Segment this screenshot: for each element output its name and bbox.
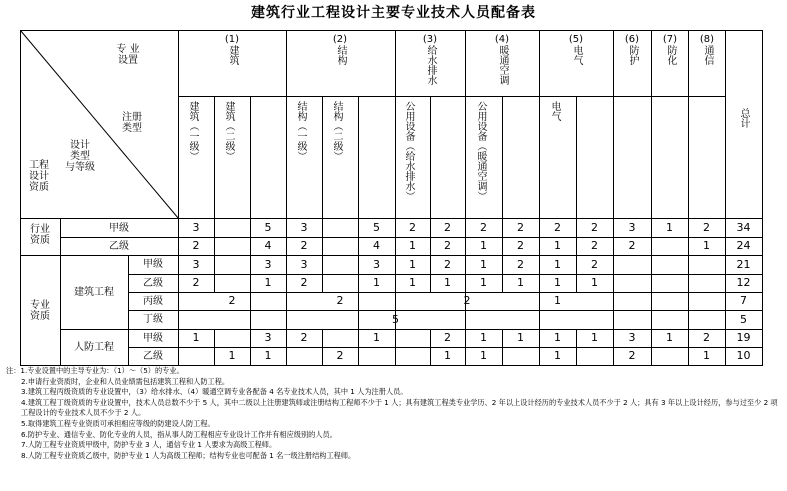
note-6: 6.防护专业、通信专业、防化专业的人员，指从事人防工程相应专业设计工作并有相应级别的人员。 — [21, 429, 337, 439]
subcol-jiegou-2: 结构（二级） — [331, 101, 342, 161]
table-cell: 2 — [703, 220, 710, 234]
subcol-dianqi: 电气 — [549, 101, 560, 121]
row-label-zhuanye-zizhi: 专业 资质 — [30, 300, 50, 322]
header-sheji-leixing: 设计 类型 与等级 — [65, 140, 95, 173]
subcol-jianzhu-1: 建筑（一级） — [187, 101, 198, 161]
table-cell: 1 — [591, 276, 598, 289]
subcol-jianzhu-2: 建筑（二级） — [223, 101, 234, 161]
table-cell: 2 — [192, 239, 200, 252]
table-cell-total: 10 — [736, 349, 751, 362]
table-cell: 2 — [517, 220, 524, 234]
table-cell: 1 — [264, 276, 272, 289]
table-cell: 1 — [554, 239, 561, 252]
table-cell: 5 — [392, 312, 399, 326]
table-cell-total: 21 — [736, 257, 751, 271]
row-label-jz-bing: 丙级 — [143, 296, 163, 307]
table-cell-total: 5 — [740, 312, 747, 326]
table-cell: 1 — [554, 331, 561, 344]
table-cell: 2 — [591, 239, 598, 252]
row-label-jz-jia: 甲级 — [143, 259, 163, 270]
table-cell: 1 — [480, 257, 487, 271]
header-zhuanye-shezhi: 专 业 设置 — [116, 44, 140, 66]
table-cell: 2 — [300, 276, 308, 289]
table-cell: 2 — [591, 257, 598, 271]
subcol-gongyong-geishui: 公用设备（给水排水） — [403, 101, 414, 201]
table-cell: 3 — [192, 257, 200, 271]
table-cell: 4 — [373, 239, 380, 252]
table-cell: 2 — [463, 294, 471, 307]
row-label-rf-yi: 乙级 — [143, 351, 163, 362]
table-cell: 1 — [480, 239, 487, 252]
table-cell: 2 — [703, 331, 710, 344]
table-cell: 1 — [554, 349, 561, 362]
table-cell: 1 — [228, 349, 236, 362]
row-label-hangye-yi: 乙级 — [109, 241, 129, 252]
table-cell: 2 — [192, 276, 200, 289]
table-cell-total: 12 — [736, 276, 751, 289]
table-cell: 3 — [300, 220, 308, 234]
note-7: 7.人防工程专业资质甲级中，防护专业 3 人，通信专业 1 人要求为高级工程师。 — [21, 440, 277, 450]
table-cell: 1 — [480, 331, 487, 344]
subcol-gongyong-nuantong: 公用设备（暖通空调） — [475, 101, 486, 201]
header-total: 总计 — [738, 108, 749, 128]
table-cell: 1 — [480, 276, 487, 289]
table-cell: 2 — [228, 294, 236, 307]
table-cell: 1 — [554, 257, 561, 271]
table-cell: 3 — [264, 257, 272, 271]
note-4: 4.建筑工程丁级资质的专业设置中，技术人员总数不少于 5 人，其中二级以上注册建筑师或注册结构工程师不少于 1 人；具有建筑工程类专业学历、2 年以上设计经历的专业技术人员不少于 2 人；具有 3 年以上设计经历，参与过至少 2 项工程设计的专业技术人员不少于 2 人。 — [21, 397, 778, 418]
row-label-hangye-jia: 甲级 — [109, 223, 129, 234]
note-5: 5.取得建筑工程专业资质可承担相应等级的防建设人防工程。 — [21, 418, 215, 428]
table-cell: 1 — [264, 349, 272, 362]
table-cell: 1 — [444, 276, 451, 289]
table-cell: 2 — [300, 331, 308, 344]
table-cell: 2 — [480, 220, 487, 234]
table-cell: 3 — [192, 220, 200, 234]
table-cell: 2 — [444, 220, 451, 234]
table-cell: 1 — [409, 239, 416, 252]
table-cell: 2 — [444, 239, 451, 252]
note-8: 8.人防工程专业资质乙级中，防护专业 1 人为高级工程师；结构专业也可配备 1 名一级注册结构工程师。 — [21, 450, 356, 460]
table-cell: 1 — [703, 239, 710, 252]
table-cell: 3 — [264, 331, 272, 344]
table-cell-total: 34 — [736, 220, 751, 234]
table-cell: 1 — [517, 331, 524, 344]
page-title: 建筑行业工程设计主要专业技术人员配备表 — [251, 5, 536, 21]
table-cell: 5 — [373, 220, 380, 234]
table-cell: 1 — [517, 276, 524, 289]
subcol-jiegou-1: 结构（一级） — [295, 101, 306, 161]
row-label-jianzhu-gongcheng: 建筑工程 — [74, 287, 114, 298]
table-cell-total: 7 — [740, 294, 747, 307]
table-cell: 1 — [409, 276, 416, 289]
table-cell: 2 — [517, 239, 524, 252]
table-cell: 2 — [336, 294, 344, 307]
table-cell: 1 — [666, 220, 673, 234]
table-cell: 1 — [444, 349, 451, 362]
table-cell: 5 — [264, 220, 272, 234]
table-cell: 1 — [666, 331, 673, 344]
table-cell: 3 — [373, 257, 380, 271]
header-gongcheng-sheji-zizhi: 工程 设计 资质 — [29, 160, 49, 193]
table-cell: 1 — [554, 294, 561, 307]
row-label-rf-jia: 甲级 — [143, 333, 163, 344]
table-cell: 2 — [517, 257, 524, 271]
table-cell-total: 24 — [736, 239, 751, 252]
table-cell: 2 — [591, 220, 598, 234]
table-cell: 4 — [264, 239, 272, 252]
table-cell: 3 — [300, 257, 308, 271]
table-cell: 2 — [409, 220, 416, 234]
table-cell: 1 — [409, 257, 416, 271]
row-label-jz-ding: 丁级 — [143, 314, 163, 325]
note-1: 注：1.专业设置中的主导专业为：（1）～（5）的专业。 — [6, 366, 184, 375]
notes — [6, 366, 781, 461]
table-cell: 2 — [628, 349, 636, 362]
header-zhuce-leixing: 注册 类型 — [122, 112, 142, 134]
table-cell: 2 — [444, 257, 451, 271]
table-cell: 1 — [192, 331, 200, 344]
table-cell: 1 — [591, 331, 598, 344]
row-label-hangye-zizhi: 行业 资质 — [30, 224, 50, 246]
table-cell: 1 — [554, 276, 561, 289]
note-3: 3.建筑工程丙级资质的专业设置中，（3）给水排水、（4）暖通空调专业各配备 4 名专业技术人员，其中 1 人为注册人员。 — [21, 387, 408, 397]
table-cell: 2 — [300, 239, 308, 252]
table-cell: 1 — [703, 349, 710, 362]
table-cell: 3 — [628, 331, 636, 344]
table-cell: 3 — [628, 220, 636, 234]
table-cell: 1 — [373, 331, 380, 344]
row-label-jz-yi: 乙级 — [143, 278, 163, 289]
table-cell: 2 — [336, 349, 344, 362]
note-2: 2.申请行业资质时，企业和人员业绩需包括建筑工程和人防工程。 — [21, 376, 230, 386]
table-cell: 1 — [373, 276, 380, 289]
table-cell: 2 — [554, 220, 561, 234]
table-cell: 2 — [628, 239, 636, 252]
table-cell: 2 — [444, 331, 451, 344]
table-cell: 1 — [480, 349, 487, 362]
table-cell-total: 19 — [736, 331, 751, 344]
row-label-renfang-gongcheng: 人防工程 — [74, 342, 114, 353]
